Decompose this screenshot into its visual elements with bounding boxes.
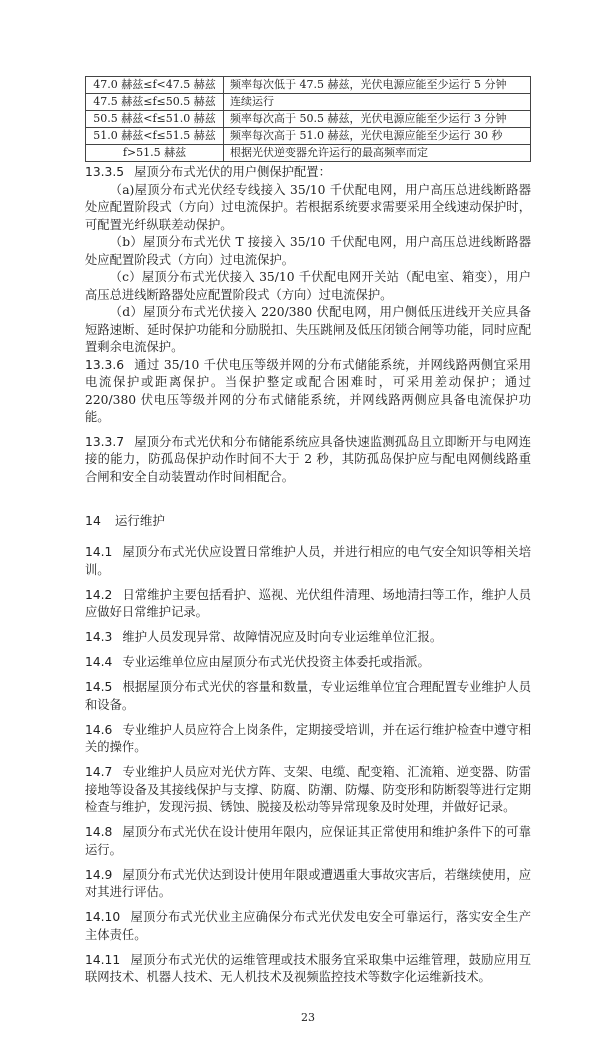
requirement-cell: 连续运行 xyxy=(224,94,531,111)
clause-text: 专业维护人员应符合上岗条件，定期接受培训，并在运行维护检查中遵守相关的操作。 xyxy=(85,722,531,754)
clause-item xyxy=(85,629,531,647)
frequency-range-cell: 47.0 赫兹≤f<47.5 赫兹 xyxy=(86,77,224,94)
clause-item xyxy=(85,587,531,622)
clause-number: 14.11 xyxy=(85,952,121,967)
clause-13-3-5: 13.3.5 屋顶分布式光伏的用户侧保护配置： xyxy=(85,165,331,179)
clause-13-3-5-d: （d）屋顶分布式光伏接入 220/380 伏配电网，用户侧低压进线开关应具备短路速断、延时保护功能和分励脱扣、失压跳闸及低压闭锁合闸等功能，同时应配置剩余电流保护。 xyxy=(85,305,531,354)
table-row xyxy=(86,77,531,94)
frequency-range-cell: f>51.5 赫兹 xyxy=(86,145,224,162)
table-row xyxy=(86,145,531,162)
clause-number: 14.6 xyxy=(85,722,113,737)
clause-number: 14.9 xyxy=(85,867,113,882)
clause-text: 日常维护主要包括看护、巡视、光伏组件清理、场地清扫等工作，维护人员应做好日常维护记录。 xyxy=(85,587,531,619)
page-number: 23 xyxy=(301,1010,315,1024)
clause-item xyxy=(85,952,531,987)
frequency-range-cell: 50.5 赫兹<f≤51.0 赫兹 xyxy=(86,111,224,128)
clause-13-3-6: 13.3.6 通过 35/10 千伏电压等级并网的分布式储能系统，并网线路两侧宜采用电流保护或距离保护。当保护整定或配合困难时，可采用差动保护；通过 220/380 伏电压等级并网的分布式储能系统，并网线路两侧应具备电流保护功能。 xyxy=(85,357,531,424)
clause-13-3-5-c: （c）屋顶分布式光伏接入 35/10 千伏配电网开关站（配电室、箱变），用户高压总进线断路器处应配置阶段式（方向）过电流保护。 xyxy=(85,270,531,302)
frequency-range-cell: 47.5 赫兹≤f≤50.5 赫兹 xyxy=(86,94,224,111)
frequency-table xyxy=(85,76,531,162)
table-row xyxy=(86,94,531,111)
clause-text: 屋顶分布式光伏业主应确保分布式光伏发电安全可靠运行，落实安全生产主体责任。 xyxy=(85,910,531,942)
clause-item xyxy=(85,867,531,902)
clause-number: 14.2 xyxy=(85,587,113,602)
requirement-cell: 频率每次低于 47.5 赫兹，光伏电源应能至少运行 5 分钟 xyxy=(224,77,531,94)
clause-text: 维护人员发现异常、故障情况应及时向专业运维单位汇报。 xyxy=(122,630,443,644)
clause-text: 专业运维单位应由屋顶分布式光伏投资主体委托或指派。 xyxy=(122,655,430,669)
table-row xyxy=(86,128,531,145)
requirement-cell: 根据光伏逆变器允许运行的最高频率而定 xyxy=(224,145,531,162)
clause-13-3-5-a: （a)屋顶分布式光伏经专线接入 35/10 千伏配电网，用户高压总进线断路器处应配置阶段式（方向）过电流保护。若根据系统要求需要采用全线速动保护时，可配置光纤纵联差动保护。 xyxy=(85,182,531,232)
clause-number: 14.1 xyxy=(85,545,113,559)
clause-text: 根据屋顶分布式光伏的容量和数量，专业运维单位宜合理配置专业维护人员和设备。 xyxy=(85,680,531,712)
clause-item xyxy=(85,824,531,859)
clause-text: 专业维护人员应对光伏方阵、支架、电缆、配变箱、汇流箱、逆变器、防雷接地等设备及其接线保护与支撑、防腐、防潮、防爆、防变形和防断裂等进行定期检查与维护，发现污损、锈蚀、脱接及松动等异常现象及时处理，并做好记录。 xyxy=(85,765,531,814)
section-14-clauses xyxy=(85,544,531,987)
clause-13-3-5-b: （b）屋顶分布式光伏 T 接接入 35/10 千伏配电网，用户高压总进线断路器处应配置阶段式（方向）过电流保护。 xyxy=(85,235,531,267)
requirement-cell: 频率每次高于 51.0 赫兹，光伏电源应能至少运行 30 秒 xyxy=(224,128,531,145)
clause-number: 14.3 xyxy=(85,630,113,644)
clause-number: 14.4 xyxy=(85,655,113,669)
section-13-3 xyxy=(85,164,531,486)
frequency-range-cell: 51.0 赫兹<f≤51.5 赫兹 xyxy=(86,128,224,145)
clause-text: 屋顶分布式光伏的运维管理或技术服务宜采取集中运维管理，鼓励应用互联网技术、机器人技术、无人机技术及视频监控技术等数字化运维新技术。 xyxy=(85,952,531,984)
table-row xyxy=(86,111,531,128)
clause-text: 屋顶分布式光伏达到设计使用年限或遭遇重大事故灾害后，若继续使用，应对其进行评估。 xyxy=(85,867,531,899)
clause-item xyxy=(85,722,531,757)
clause-number: 14.7 xyxy=(85,765,113,779)
section-14-heading: 14 运行维护 xyxy=(85,513,165,528)
clause-text: 屋顶分布式光伏在设计使用年限内，应保证其正常使用和维护条件下的可靠运行。 xyxy=(85,825,531,857)
clause-number: 14.10 xyxy=(85,910,121,924)
clause-item xyxy=(85,654,531,672)
clause-13-3-7: 13.3.7 屋顶分布式光伏和分布储能系统应具备快速监测孤岛且立即断开与电网连接的能力，防孤岛保护动作时间不大于 2 秒，其防孤岛保护应与配电网侧线路重合闸和安全自动装置动作时间相配合。 xyxy=(85,434,531,484)
clause-item xyxy=(85,544,531,579)
clause-text: 屋顶分布式光伏应设置日常维护人员，并进行相应的电气安全知识等相关培训。 xyxy=(85,545,531,577)
clause-item xyxy=(85,909,531,944)
clause-item xyxy=(85,764,531,817)
clause-item xyxy=(85,679,531,714)
requirement-cell: 频率每次高于 50.5 赫兹，光伏电源应能至少运行 3 分钟 xyxy=(224,111,531,128)
clause-number: 14.8 xyxy=(85,825,113,839)
clause-number: 14.5 xyxy=(85,680,113,694)
